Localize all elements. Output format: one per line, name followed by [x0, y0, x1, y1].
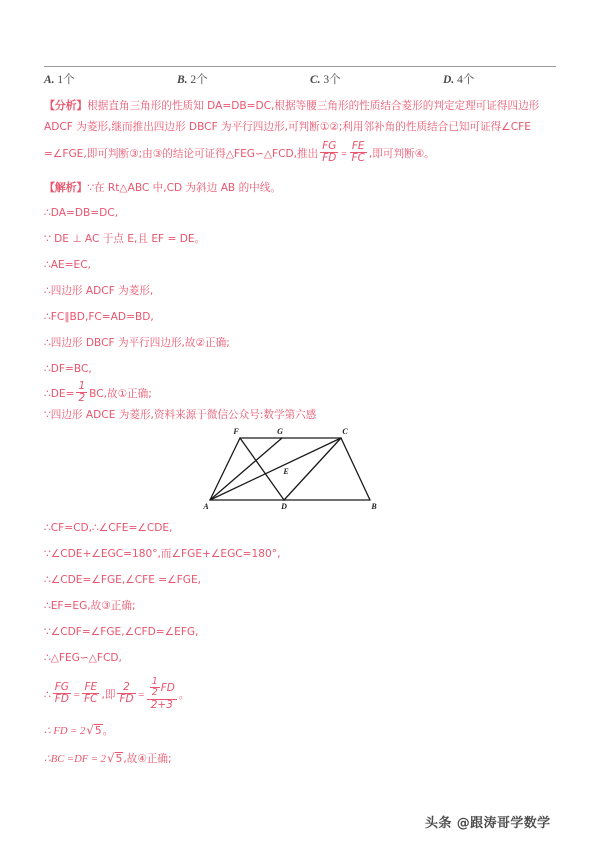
radical-sqrt-5-a [85, 723, 102, 739]
nested-fraction-one-half [150, 677, 160, 699]
analysis-tag: 【分析】 [44, 99, 88, 112]
ratio-fraction-halffd-denominator: 2+3 [147, 699, 177, 711]
ratio-suffix: 。 [178, 688, 190, 701]
analysis-line-3-prefix: =∠FGE,即可判断③;由③的结论可证得△FEG∽△FCD,推出 [44, 147, 319, 160]
solution-line-15 [44, 625, 199, 640]
analysis-fraction-fe-fc-numerator: FE [351, 140, 365, 152]
solution-step-3-text: ∵ DE ⊥ AC 于点 E,且 EF = DE。 [44, 233, 206, 245]
solution-line-7 [44, 336, 230, 351]
option-d-text: 4个 [457, 74, 475, 86]
solution-step-4-text: ∴AE=EC, [44, 259, 92, 271]
solution-step-11-real: ∴CF=CD,∴∠CFE=∠CDE, [44, 522, 173, 534]
analysis-fraction-fg-fd-numerator: FG [322, 140, 337, 152]
solution-line-14 [44, 599, 136, 614]
analysis-fraction-fg-fd [320, 141, 338, 165]
ratio-fraction-fg-fd-numerator: FG [54, 681, 69, 694]
ratio-fraction-fg-fd [53, 682, 71, 706]
option-c-label: C. [310, 74, 321, 86]
ratio-fraction-2-fd [117, 682, 135, 706]
solution-line-1 [44, 180, 281, 196]
ratio-fraction-halffd-5 [147, 677, 177, 711]
header-divider [44, 66, 556, 67]
ratio-equals-1: = [72, 689, 81, 701]
solution-line-5 [44, 284, 153, 299]
analysis-line-3 [44, 142, 435, 166]
solution-step-16-text: ∴△FEG∽△FCD, [44, 652, 122, 664]
ratio-fraction-halffd-numerator [147, 677, 177, 699]
footer-watermark [425, 812, 585, 834]
option-b-text: 2个 [190, 74, 208, 86]
option-d-label: D. [443, 74, 455, 86]
solution-step-9-prefix: ∴DE= [44, 387, 75, 400]
solution-step-7-text: ∴四边形 DBCF 为平行四边形,故②正确; [44, 337, 230, 349]
edge-D-C [284, 438, 341, 500]
solution-step-2-text: ∴DA=DB=DC, [44, 207, 119, 219]
sqrt-icon-a: √ [86, 723, 94, 737]
solution-step-1-text: ∵在 Rt△ABC 中,CD 为斜边 AB 的中线。 [87, 182, 281, 194]
analysis-line-2 [44, 120, 531, 135]
analysis-line-2-text: ADCF 为菱形,继而推出四边形 DBCF 为平行四边形,可判断①②;利用邻补角的性质结合已知可证得∠CFE [44, 121, 531, 133]
radicand-a: 5 [94, 725, 102, 737]
nested-fraction-one-half-denominator: 2 [151, 687, 158, 699]
ratio-fraction-2-fd-numerator: 2 [123, 681, 130, 694]
option-c-text: 3个 [323, 74, 341, 86]
vertex-label-F: F [233, 427, 239, 436]
solution-line-2 [44, 206, 118, 221]
fraction-one-half-denominator: 2 [78, 392, 86, 405]
vertex-label-B: B [371, 502, 377, 510]
vertex-label-E: E [283, 467, 289, 476]
analysis-fraction-fe-fc-denominator: FC [351, 152, 365, 165]
footer-brand: 头条 [425, 816, 452, 831]
solution-line-3 [44, 232, 205, 247]
option-d[interactable] [443, 72, 474, 88]
ratio-equals-2: = [137, 689, 145, 701]
ratio-ji-label: 即 [104, 688, 116, 701]
radicand-b: 5 [115, 753, 123, 765]
solution-ratio-line [44, 678, 189, 712]
solution-line-10 [44, 408, 316, 423]
analysis-fraction-fe-fc [350, 141, 367, 165]
solution-step-12-text: ∵∠CDE+∠EGC=180°,而∠FGE+∠EGC=180°, [44, 548, 281, 560]
vertex-label-C: C [342, 427, 348, 436]
analysis-line-3-suffix: ,即可判断④。 [368, 147, 435, 160]
edge-C-B [341, 438, 370, 500]
solution-line-16 [44, 651, 122, 666]
footer-handle: @跟涛哥学数学 [456, 816, 551, 831]
solution-line-12 [44, 547, 280, 562]
analysis-line-1 [44, 98, 539, 114]
bc-line-suffix: ,故④正确; [123, 753, 172, 765]
vertex-label-A: A [203, 502, 209, 510]
solution-line-13 [44, 573, 201, 588]
solution-step-15-text: ∵∠CDF=∠FGE,∠CFD=∠EFG, [44, 626, 199, 638]
option-b[interactable] [177, 72, 208, 88]
vertex-label-D: D [281, 502, 287, 510]
solution-line-8 [44, 362, 92, 377]
ratio-fraction-fe-fc [82, 682, 99, 706]
ratio-prefix: ∴ [44, 688, 51, 701]
geometry-figure [200, 424, 410, 510]
solution-step-10-real: ∵四边形 ADCE 为菱形,资料来源于微信公众号:数学第六感 [44, 409, 317, 421]
edge-A-C [210, 438, 341, 500]
solution-line-4 [44, 258, 91, 273]
solution-step-9-suffix: BC,故①正确; [89, 387, 152, 400]
solution-tag: 【解析】 [44, 181, 88, 194]
option-a-label: A. [44, 74, 55, 86]
figure-edges [210, 438, 370, 500]
ratio-comma: , [101, 688, 105, 701]
solution-line-9 [44, 382, 152, 406]
fraction-one-half-numerator: 1 [78, 380, 86, 392]
fd-line-suffix: 。 [102, 725, 114, 737]
solution-line-11 [44, 521, 172, 536]
analysis-line-1-text: 根据直角三角形的性质知 DA=DB=DC,根据等腰三角形的性质结合菱形的判定定理可证得四边形 [87, 100, 540, 112]
solution-step-5-text: ∴四边形 ADCF 为菱形, [44, 285, 154, 297]
answer-options-row [44, 72, 560, 90]
solution-step-8-text: ∴DF=BC, [44, 363, 92, 375]
option-a-text: 1个 [57, 74, 75, 86]
bc-line-prefix: ∴BC =DF = 2 [44, 754, 106, 765]
solution-step-13-text: ∴∠CDE=∠FGE,∠CFE =∠FGE, [44, 574, 202, 586]
ratio-fraction-fe-fc-numerator: FE [84, 681, 98, 694]
solution-bc-line [44, 751, 172, 767]
ratio-fraction-fe-fc-denominator: FC [84, 693, 98, 706]
radical-sqrt-5-b [106, 751, 123, 767]
analysis-equals-sign: = [340, 148, 348, 160]
analysis-fraction-fg-fd-denominator: FD [320, 152, 338, 164]
option-c[interactable] [310, 72, 341, 88]
fd-line-prefix: ∴ FD = 2 [44, 726, 86, 737]
ratio-fraction-fg-fd-denominator: FD [53, 693, 71, 705]
nested-fraction-one-half-numerator: 1 [151, 676, 158, 687]
nested-fraction-tail: FD [160, 681, 175, 694]
option-a[interactable] [44, 72, 75, 88]
solution-step-6-text: ∴FC∥BD,FC=AD=BD, [44, 311, 154, 323]
fraction-one-half [76, 381, 87, 405]
solution-line-6 [44, 310, 154, 325]
edge-A-F [210, 438, 240, 500]
solution-step-14-text: ∴EF=EG,故③正确; [44, 600, 136, 612]
solution-fd-line [44, 723, 113, 739]
sqrt-icon-b: √ [106, 751, 115, 765]
geometry-figure-svg [200, 424, 410, 510]
vertex-label-G: G [277, 427, 283, 436]
option-b-label: B. [177, 74, 188, 86]
ratio-fraction-2-fd-denominator: FD [119, 693, 134, 706]
